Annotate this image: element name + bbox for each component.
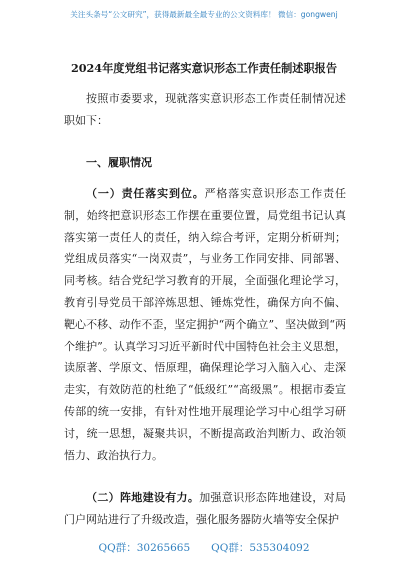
paragraph-lead: （一）责任落实到位。 [86,187,205,200]
intro-paragraph: 按照市委要求，现就落实意识形态工作责任制情况述职如下： [64,92,346,127]
document-title: 2024年度党组书记落实意识形态工作责任制述职报告 [70,61,338,75]
paragraph-position-building [64,487,346,531]
paragraph-lead: （二）阵地建设有力。 [86,491,200,504]
paragraph-body: 加强意识形态阵地建设，对局门户网站进行了升级改造，强化服务器防火墙等安全保护 [64,491,347,526]
paragraph-responsibility [64,183,346,466]
section-heading: 一、履职情况 [86,156,152,169]
footer-qq-groups: QQ群：30265665 QQ群：535304092 [98,542,310,554]
header-banner: 关注头条号“公文研究”，获得最新最全最专业的公文资料库！ 微信：gongwenj [70,10,338,19]
paragraph-body: 严格落实意识形态工作责任制，始终把意识形态工作摆在重要位置，局党组书记认真落实第一责任人的责任，纳入综合考评，定期分析研判；党组成员落实“一岗双责”，与业务工作同安排、同部署、同考核。结合党纪学习教育的开展，全面强化理论学习，教育引导党员干部淬炼思想、锤炼党性，确保方向不偏、靶心不移、动作不歪，坚定拥护“两个确立”、坚决做到“两个维护”。认真学习习近平新时代中国特色社会主义思想，读原著、学原文、悟原理，确保理论学习入脑入心、走深走实，有效防范的杜绝了“低级红”“高级黑”。根据市委宣传部的统一安排，有针对性地开展理论学习中心组学习研讨，统一思想，凝聚共识，不断提高政治判断力、政治领悟力、政治执行力。 [64,187,347,462]
